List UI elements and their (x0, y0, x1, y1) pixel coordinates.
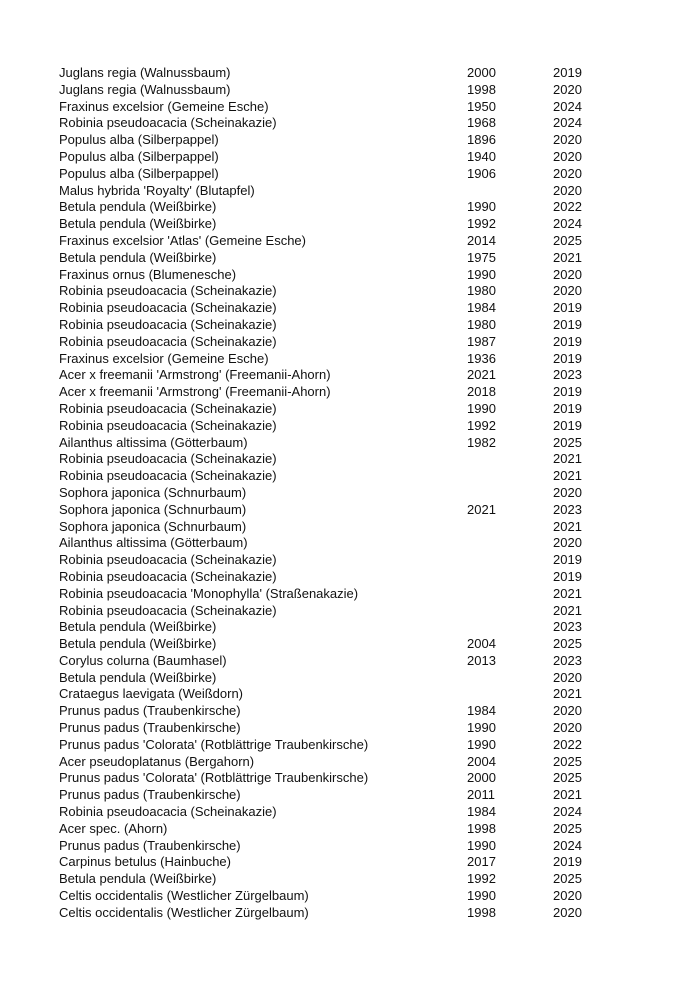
tree-name-cell: Betula pendula (Weißbirke) (59, 249, 217, 265)
year-recorded-cell: 2019 (553, 300, 582, 316)
tree-name-cell: Prunus padus 'Colorata' (Rotblättrige Traubenkirsche) (59, 736, 369, 752)
year-recorded-cell: 2021 (553, 787, 582, 803)
year-recorded-cell: 2020 (553, 720, 582, 736)
tree-name-cell: Prunus padus (Traubenkirsche) (59, 703, 241, 719)
tree-name-cell: Populus alba (Silberpappel) (59, 165, 219, 181)
year-planted-cell: 1990 (467, 888, 496, 904)
year-recorded-cell: 2024 (553, 216, 582, 232)
tree-name-cell: Fraxinus excelsior (Gemeine Esche) (59, 350, 269, 366)
year-planted-cell: 1990 (467, 199, 496, 215)
year-planted-cell: 2021 (467, 367, 496, 383)
year-recorded-cell: 2021 (553, 686, 582, 702)
year-planted-cell: 2004 (467, 636, 496, 652)
tree-name-cell: Robinia pseudoacacia (Scheinakazie) (59, 333, 277, 349)
year-recorded-cell: 2023 (553, 619, 582, 635)
year-planted-cell: 1987 (467, 333, 496, 349)
table-row (59, 871, 593, 888)
year-planted-cell (467, 468, 553, 485)
table-row (59, 216, 593, 233)
table-row (59, 603, 593, 620)
tree-name-cell: Robinia pseudoacacia (Scheinakazie) (59, 468, 277, 484)
year-recorded-cell: 2019 (553, 854, 582, 870)
table-row (59, 233, 593, 250)
tree-name-cell: Robinia pseudoacacia (Scheinakazie) (59, 316, 277, 332)
year-planted-cell: 1998 (467, 904, 496, 920)
tree-name-cell: Robinia pseudoacacia (Scheinakazie) (59, 568, 277, 584)
table-row (59, 888, 593, 905)
year-planted-cell: 1940 (467, 148, 496, 164)
tree-name-cell: Betula pendula (Weißbirke) (59, 199, 217, 215)
table-row (59, 334, 593, 351)
year-recorded-cell: 2019 (553, 384, 582, 400)
table-row (59, 468, 593, 485)
tree-name-cell: Juglans regia (Walnussbaum) (59, 65, 231, 80)
year-recorded-cell: 2020 (553, 904, 582, 920)
table-row (59, 435, 593, 452)
table-row (59, 367, 593, 384)
table-row (59, 149, 593, 166)
tree-name-cell: Fraxinus excelsior 'Atlas' (Gemeine Esche) (59, 232, 306, 248)
table-row (59, 737, 593, 754)
year-planted-cell (467, 485, 553, 502)
tree-name-cell: Crataegus laevigata (Weißdorn) (59, 686, 244, 702)
tree-name-cell: Robinia pseudoacacia (Scheinakazie) (59, 451, 277, 467)
tree-name-cell: Prunus padus (Traubenkirsche) (59, 720, 241, 736)
tree-name-cell: Malus hybrida 'Royalty' (Blutapfel) (59, 182, 255, 198)
tree-name-cell: Carpinus betulus (Hainbuche) (59, 854, 231, 870)
year-recorded-cell: 2024 (553, 804, 582, 820)
year-recorded-cell: 2019 (553, 333, 582, 349)
year-recorded-cell: 2024 (553, 837, 582, 853)
year-planted-cell: 1998 (467, 81, 496, 97)
year-planted-cell: 1992 (467, 871, 496, 887)
table-row (59, 502, 593, 519)
tree-name-cell: Betula pendula (Weißbirke) (59, 619, 217, 635)
table-row (59, 82, 593, 99)
year-planted-cell: 2018 (467, 384, 496, 400)
year-planted-cell: 1968 (467, 115, 496, 131)
year-recorded-cell: 2020 (553, 283, 582, 299)
tree-name-cell: Juglans regia (Walnussbaum) (59, 81, 231, 97)
table-row (59, 804, 593, 821)
year-recorded-cell: 2019 (553, 568, 582, 584)
year-recorded-cell: 2021 (553, 602, 582, 618)
table-row (59, 535, 593, 552)
year-planted-cell (467, 586, 553, 603)
tree-name-cell: Betula pendula (Weißbirke) (59, 216, 217, 232)
tree-name-cell: Fraxinus ornus (Blumenesche) (59, 266, 237, 282)
tree-name-cell: Betula pendula (Weißbirke) (59, 871, 217, 887)
tree-name-cell: Ailanthus altissima (Götterbaum) (59, 535, 248, 551)
year-recorded-cell: 2025 (553, 434, 582, 450)
table-row (59, 636, 593, 653)
tree-name-cell: Corylus colurna (Baumhasel) (59, 652, 227, 668)
tree-name-cell: Celtis occidentalis (Westlicher Zürgelbaum) (59, 888, 309, 904)
year-recorded-cell: 2020 (553, 132, 582, 148)
table-row (59, 686, 593, 703)
tree-name-cell: Sophora japonica (Schnurbaum) (59, 484, 247, 500)
year-recorded-cell: 2020 (553, 81, 582, 97)
year-recorded-cell: 2019 (553, 350, 582, 366)
year-recorded-cell: 2020 (553, 266, 582, 282)
tree-name-cell: Betula pendula (Weißbirke) (59, 636, 217, 652)
table-row (59, 905, 593, 922)
year-recorded-cell: 2020 (553, 535, 582, 551)
year-planted-cell: 1975 (467, 249, 496, 265)
table-row (59, 418, 593, 435)
tree-name-cell: Sophora japonica (Schnurbaum) (59, 501, 247, 517)
year-planted-cell: 1992 (467, 417, 496, 433)
table-row (59, 653, 593, 670)
year-recorded-cell: 2022 (553, 199, 582, 215)
tree-name-cell: Robinia pseudoacacia (Scheinakazie) (59, 400, 277, 416)
table-row (59, 569, 593, 586)
year-recorded-cell: 2021 (553, 451, 582, 467)
year-recorded-cell: 2019 (553, 417, 582, 433)
year-recorded-cell: 2024 (553, 115, 582, 131)
year-planted-cell: 1980 (467, 316, 496, 332)
tree-name-cell: Robinia pseudoacacia (Scheinakazie) (59, 300, 277, 316)
year-planted-cell: 2000 (467, 770, 496, 786)
table-row (59, 552, 593, 569)
year-planted-cell: 1992 (467, 216, 496, 232)
year-planted-cell: 1998 (467, 820, 496, 836)
table-row (59, 586, 593, 603)
year-planted-cell (467, 603, 553, 620)
year-planted-cell (467, 519, 553, 536)
tree-name-cell: Fraxinus excelsior (Gemeine Esche) (59, 98, 269, 114)
year-planted-cell: 1990 (467, 266, 496, 282)
year-recorded-cell: 2025 (553, 770, 582, 786)
year-planted-cell: 1990 (467, 720, 496, 736)
year-planted-cell: 2004 (467, 753, 496, 769)
year-planted-cell (467, 535, 553, 552)
year-planted-cell: 2000 (467, 65, 496, 80)
tree-name-cell: Robinia pseudoacacia (Scheinakazie) (59, 552, 277, 568)
table-row (59, 401, 593, 418)
table-row (59, 267, 593, 284)
year-recorded-cell: 2020 (553, 703, 582, 719)
year-recorded-cell: 2021 (553, 249, 582, 265)
year-recorded-cell: 2020 (553, 148, 582, 164)
year-recorded-cell: 2025 (553, 636, 582, 652)
tree-name-cell: Populus alba (Silberpappel) (59, 148, 219, 164)
year-planted-cell: 2021 (467, 501, 496, 517)
tree-name-cell: Prunus padus (Traubenkirsche) (59, 787, 241, 803)
year-recorded-cell: 2023 (553, 367, 582, 383)
table-row (59, 65, 593, 82)
table-row (59, 99, 593, 116)
year-recorded-cell: 2019 (553, 552, 582, 568)
table-row (59, 854, 593, 871)
tree-name-cell: Robinia pseudoacacia (Scheinakazie) (59, 115, 277, 131)
table-row (59, 754, 593, 771)
year-planted-cell (467, 686, 553, 703)
tree-name-cell: Acer x freemanii 'Armstrong' (Freemanii-Ahorn) (59, 384, 331, 400)
year-planted-cell: 2014 (467, 232, 496, 248)
tree-name-cell: Prunus padus (Traubenkirsche) (59, 837, 241, 853)
year-planted-cell: 2011 (467, 787, 495, 803)
year-recorded-cell: 2022 (553, 736, 582, 752)
year-planted-cell: 1980 (467, 283, 496, 299)
year-planted-cell (467, 552, 553, 569)
table-row (59, 619, 593, 636)
table-row (59, 787, 593, 804)
year-recorded-cell: 2023 (553, 652, 582, 668)
year-planted-cell (467, 670, 553, 687)
year-planted-cell: 1984 (467, 804, 496, 820)
table-row (59, 183, 593, 200)
year-recorded-cell: 2025 (553, 753, 582, 769)
table-row (59, 821, 593, 838)
year-planted-cell: 1990 (467, 736, 496, 752)
table-row (59, 300, 593, 317)
table-row (59, 199, 593, 216)
table-row (59, 451, 593, 468)
table-row (59, 720, 593, 737)
year-planted-cell: 2013 (467, 652, 496, 668)
year-recorded-cell: 2020 (553, 888, 582, 904)
year-planted-cell: 1984 (467, 703, 496, 719)
year-planted-cell: 2017 (467, 854, 496, 870)
year-recorded-cell: 2019 (553, 316, 582, 332)
year-recorded-cell: 2021 (553, 585, 582, 601)
year-planted-cell: 1936 (467, 350, 496, 366)
table-row (59, 115, 593, 132)
tree-name-cell: Acer pseudoplatanus (Bergahorn) (59, 753, 255, 769)
tree-name-cell: Celtis occidentalis (Westlicher Zürgelbaum) (59, 904, 309, 920)
year-recorded-cell: 2021 (553, 518, 582, 534)
table-row (59, 166, 593, 183)
tree-table (59, 65, 593, 922)
tree-name-cell: Ailanthus altissima (Götterbaum) (59, 434, 248, 450)
table-row (59, 250, 593, 267)
year-recorded-cell: 2020 (553, 669, 582, 685)
table-row (59, 351, 593, 368)
table-row (59, 283, 593, 300)
tree-name-cell: Acer spec. (Ahorn) (59, 820, 168, 836)
year-planted-cell: 1896 (467, 132, 496, 148)
table-row (59, 485, 593, 502)
year-planted-cell: 1906 (467, 165, 496, 181)
year-recorded-cell: 2025 (553, 820, 582, 836)
year-planted-cell: 1984 (467, 300, 496, 316)
year-planted-cell: 1990 (467, 400, 496, 416)
year-planted-cell (467, 183, 553, 200)
table-row (59, 838, 593, 855)
table-row (59, 317, 593, 334)
year-planted-cell (467, 619, 553, 636)
tree-name-cell: Acer x freemanii 'Armstrong' (Freemanii-Ahorn) (59, 367, 331, 383)
year-recorded-cell: 2025 (553, 232, 582, 248)
tree-name-cell: Populus alba (Silberpappel) (59, 132, 219, 148)
year-planted-cell: 1982 (467, 434, 496, 450)
table-row (59, 384, 593, 401)
tree-name-cell: Betula pendula (Weißbirke) (59, 669, 217, 685)
year-planted-cell (467, 569, 553, 586)
tree-name-cell: Robinia pseudoacacia (Scheinakazie) (59, 283, 277, 299)
year-recorded-cell: 2020 (553, 165, 582, 181)
tree-name-cell: Robinia pseudoacacia 'Monophylla' (Straßenakazie) (59, 585, 359, 601)
tree-table-body (59, 65, 593, 922)
year-recorded-cell: 2020 (553, 182, 582, 198)
tree-name-cell: Robinia pseudoacacia (Scheinakazie) (59, 417, 277, 433)
year-recorded-cell: 2021 (553, 468, 582, 484)
year-recorded-cell: 2025 (553, 871, 582, 887)
year-recorded-cell: 2024 (553, 98, 582, 114)
tree-name-cell: Prunus padus 'Colorata' (Rotblättrige Traubenkirsche) (59, 770, 369, 786)
year-planted-cell: 1950 (467, 98, 496, 114)
year-recorded-cell: 2020 (553, 484, 582, 500)
year-recorded-cell: 2019 (553, 65, 582, 80)
table-row (59, 519, 593, 536)
year-recorded-cell: 2019 (553, 400, 582, 416)
table-row (59, 770, 593, 787)
year-recorded-cell: 2023 (553, 501, 582, 517)
tree-name-cell: Robinia pseudoacacia (Scheinakazie) (59, 602, 277, 618)
table-row (59, 132, 593, 149)
tree-name-cell: Robinia pseudoacacia (Scheinakazie) (59, 804, 277, 820)
year-planted-cell: 1990 (467, 837, 496, 853)
year-planted-cell (467, 451, 553, 468)
tree-name-cell: Sophora japonica (Schnurbaum) (59, 518, 247, 534)
table-row (59, 670, 593, 687)
table-row (59, 703, 593, 720)
